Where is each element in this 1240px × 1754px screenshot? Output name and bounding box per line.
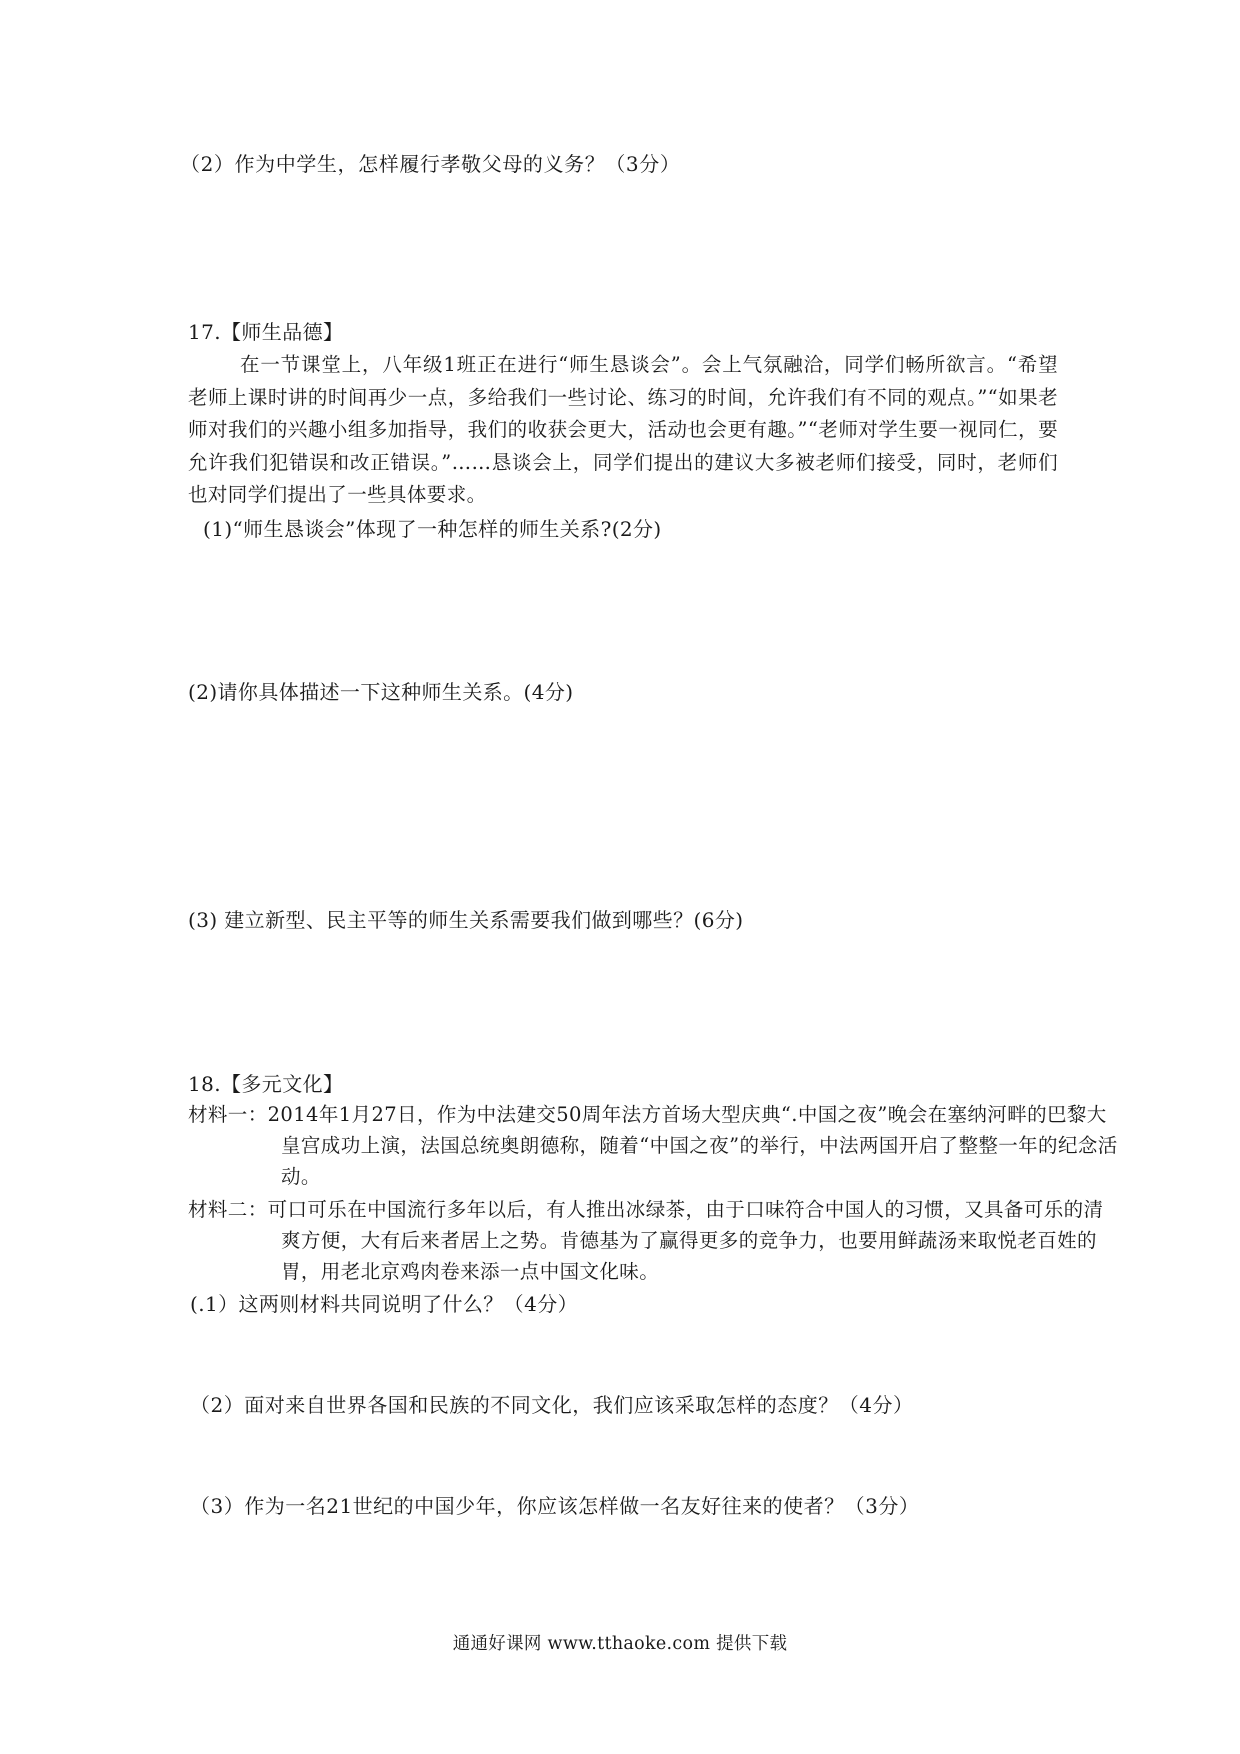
page-footer: 通通好课网 www.tthaoke.com 提供下载	[452, 1634, 788, 1654]
q17-sub3: (3) 建立新型、民主平等的师生关系需要我们做到哪些？(6分)	[188, 908, 744, 932]
q18-sub2: （2）面对来自世界各国和民族的不同文化，我们应该采取怎样的态度？（4分）	[190, 1393, 914, 1417]
q17-title: 17.【师生品德】	[188, 320, 344, 344]
q18-sub3: （3）作为一名21世纪的中国少年，你应该怎样做一名友好往来的使者？（3分）	[190, 1494, 920, 1518]
material1-label: 材料一：	[188, 1103, 268, 1126]
material2-text: 可口可乐在中国流行多年以后，有人推出冰绿茶，由于口味符合中国人的习惯，又具备可乐的清爽方便，大有后来者居上之势。肯德基为了赢得更多的竞争力，也要用鲜蔬汤来取悦老百姓的胃，用老北京鸡肉卷来添一点中国文化味。	[267, 1198, 1104, 1283]
q17-passage: 在一节课堂上，八年级1班正在进行“师生恳谈会”。会上气氛融洽，同学们畅所欲言。“希望老师上课时讲的时间再少一点，多给我们一些讨论、练习的时间，允许我们有不同的观点。”“如果老师对我们的兴趣小组多加指导，我们的收获会更大，活动也会更有趣。”“老师对学生要一视同仁，要允许我们犯错误和改正错误。”……恳谈会上，同学们提出的建议大多被老师们接受，同时，老师们也对同学们提出了一些具体要求。	[188, 353, 1058, 506]
q16-sub2: （2）作为中学生，怎样履行孝敬父母的义务？（3分）	[180, 152, 681, 176]
q17-sub1: (1)“师生恳谈会”体现了一种怎样的师生关系?(2分)	[203, 517, 662, 541]
q18-material2	[188, 1194, 1121, 1287]
q18-material1	[188, 1099, 1121, 1192]
q18-title: 18.【多元文化】	[188, 1072, 344, 1096]
material2-label: 材料二：	[188, 1198, 268, 1221]
q18-sub1: (.1）这两则材料共同说明了什么？（4分）	[190, 1292, 579, 1316]
material1-text: 2014年1月27日，作为中法建交50周年法方首场大型庆典“.中国之夜”晚会在塞纳河畔的巴黎大皇宫成功上演，法国总统奥朗德称，随着“中国之夜”的举行，中法两国开启了整整一年的纪念活动。	[267, 1103, 1118, 1188]
q17-sub2: (2)请你具体描述一下这种师生关系。(4分)	[188, 680, 574, 704]
